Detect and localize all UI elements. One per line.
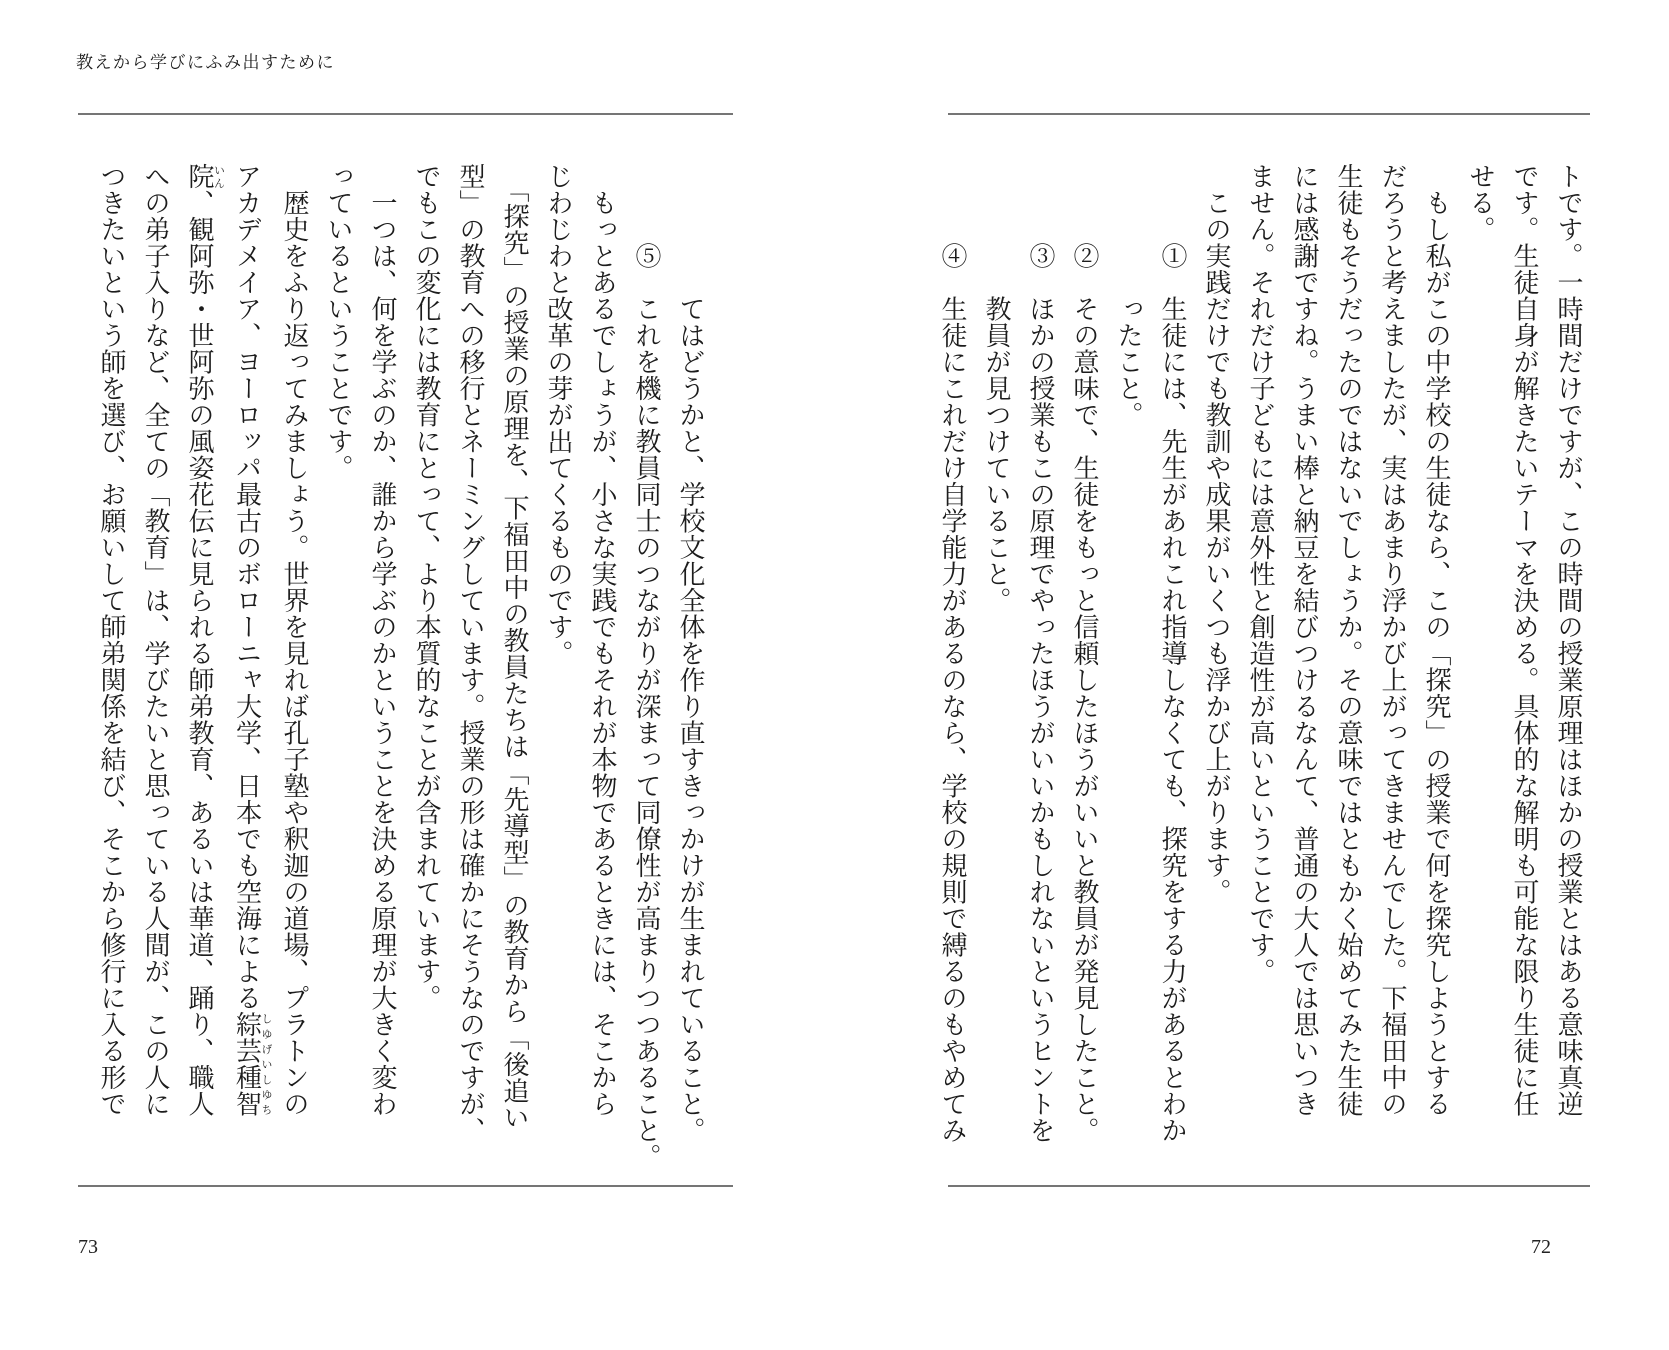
left-page-bottom-rule bbox=[78, 1185, 733, 1187]
text-column: ④ 生徒にこれだけ自学能力があるのなら、学校の規則で縛るのもやめてみ bbox=[938, 163, 967, 1144]
text-column: 型」の教育への移行とネーミングしています。授業の形は確かにそうなのですが、 bbox=[456, 163, 485, 1144]
text-column: せる。 bbox=[1466, 163, 1495, 243]
text-column: ① 生徒には、先生があれこれ指導しなくても、探究をする力があるとわか bbox=[1158, 163, 1187, 1144]
right-page-bottom-rule bbox=[948, 1185, 1590, 1187]
text-column: この実践だけでも教訓や成果がいくつも浮かび上がります。 bbox=[1202, 163, 1231, 905]
ruby-annotated-text: 綜芸種智しゆげいしゆち bbox=[232, 1011, 272, 1117]
text-column: もっとあるでしょうが、小さな実践でもそれが本物であるときには、そこから bbox=[588, 163, 617, 1117]
text-column: への弟子入りなど、全ての「教育」は、学びたいと思っている人間が、この人に bbox=[141, 163, 170, 1117]
text-column: 「探究」の授業の原理を、下福田中の教員たちは「先導型」の教育から「後追い bbox=[500, 163, 529, 1131]
text-column: 歴史をふり返ってみましょう。世界を見れば孔子塾や釈迦の道場、プラトンの bbox=[280, 163, 309, 1117]
text-column: ② その意味で、生徒をもっと信頼したほうがいいと教員が発見したこと。 bbox=[1070, 163, 1099, 1144]
text-column: じわじわと改革の芽が出てくるものです。 bbox=[544, 163, 573, 667]
text-column: でもこの変化には教育にとって、より本質的なことが含まれています。 bbox=[412, 163, 441, 1011]
text-column: には感謝ですね。うまい棒と納豆を結びつけるなんて、普通の大人では思いつき bbox=[1290, 163, 1319, 1117]
text-column: てはどうかと、学校文化全体を作り直すきっかけが生まれていること。 bbox=[676, 163, 705, 1144]
text-column: つきたいという師を選び、お願いして師弟関係を結び、そこから修行に入る形で bbox=[97, 163, 126, 1117]
text-column: 一つは、何を学ぶのか、誰から学ぶのかということを決める原理が大きく変わ bbox=[368, 163, 397, 1117]
ruby-annotated-text: 院いん bbox=[185, 163, 225, 190]
text-column: ません。それだけ子どもには意外性と創造性が高いということです。 bbox=[1246, 163, 1275, 985]
left-page-text bbox=[96, 163, 712, 1173]
text-column: っているということです。 bbox=[324, 163, 353, 481]
right-page-top-rule bbox=[948, 113, 1590, 115]
text-column: 生徒もそうだったのではないでしょうか。その意味ではともかく始めてみた生徒 bbox=[1334, 163, 1363, 1117]
text-column: ⑤ これを機に教員同士のつながりが深まって同僚性が高まりつつあること。 bbox=[632, 163, 661, 1170]
running-header: 教えから学びにふみ出すために bbox=[76, 53, 335, 72]
text-column: ③ ほかの授業もこの原理でやったほうがいいかもしれないというヒントを bbox=[1026, 163, 1055, 1144]
page-number-right: 72 bbox=[1531, 1236, 1551, 1258]
text-column: ったこと。 bbox=[1114, 163, 1143, 428]
text-column: です。生徒自身が解きたいテーマを決める。具体的な解明も可能な限り生徒に任 bbox=[1510, 163, 1539, 1117]
text-column: 教員が見つけていること。 bbox=[982, 163, 1011, 614]
right-page-text bbox=[930, 163, 1590, 1173]
text-column: だろうと考えましたが、実はあまり浮かび上がってきませんでした。下福田中の bbox=[1378, 163, 1407, 1117]
text-column: アカデメイア、ヨーロッパ最古のボローニャ大学、日本でも空海による綜芸種智しゆげいしゆち bbox=[232, 163, 272, 1117]
page-number-left: 73 bbox=[78, 1236, 98, 1258]
text-column: もし私がこの中学校の生徒なら、この「探究」の授業で何を探究しようとする bbox=[1422, 163, 1451, 1117]
text-column: 院いん、観阿弥・世阿弥の風姿花伝に見られる師弟教育、あるいは華道、踊り、職人 bbox=[185, 163, 225, 1117]
text-column: トです。一時間だけですが、この時間の授業原理はほかの授業とはある意味真逆 bbox=[1554, 163, 1583, 1117]
left-page-top-rule bbox=[78, 113, 733, 115]
